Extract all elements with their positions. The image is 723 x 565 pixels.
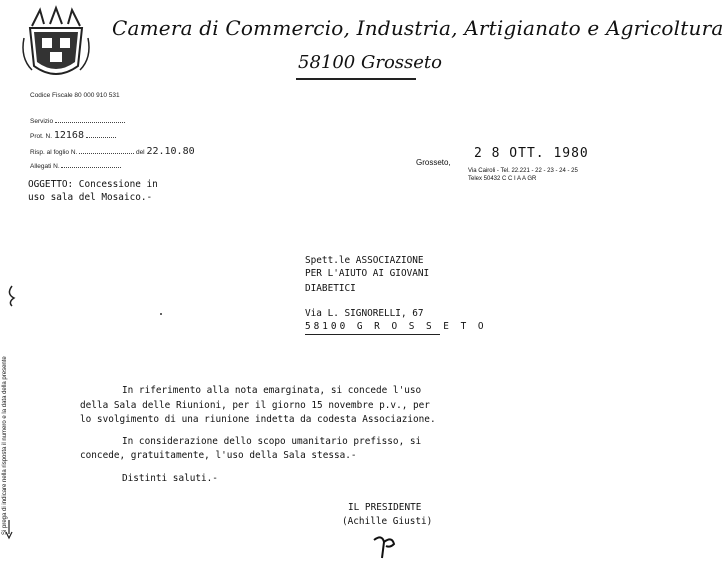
date-stamp: 2 8 OTT. 1980 [474,146,589,161]
protocol-number: 12168 [53,130,84,141]
signatory-title: IL PRESIDENTE [348,502,422,513]
recipient-underline [305,334,440,335]
attachments-label: Allegati N. [30,163,60,170]
side-margin-note: Si prega di indicare nella risposta il numero e la data della presente [2,356,8,535]
protocol-dots [86,131,116,138]
fiscal-code-label: Codice Fiscale 80 000 910 531 [30,92,120,99]
reply-del-label: del [135,149,145,156]
address-line: Via Cairoli - Tel. 22.221 - 22 - 23 - 24 - 25 [468,168,578,174]
reply-dots [79,147,134,154]
body-paragraph-1-line-1: In riferimento alla nota emarginata, si concede l'uso [122,385,422,396]
service-label: Servizio [30,118,54,125]
margin-dot [160,313,162,315]
letterhead-title: Camera di Commercio, Industria, Artigianato e Agricoltura [112,16,723,40]
body-paragraph-2-line-2: concede, gratuitamente, l'uso della Sala stessa.- [80,450,357,461]
recipient-line-1: Spett.le ASSOCIAZIONE [305,255,424,266]
body-paragraph-1-line-3: lo svolgimento di una riunione indetta da codesta Associazione. [80,414,436,425]
attachments-dots [61,161,121,168]
telex-line: Telex 50432 C C I A A GR [468,176,537,182]
subject-line-2: uso sala del Mosaico.- [28,192,153,203]
margin-fold-mark-bottom [4,520,14,540]
attachments-field [30,161,121,170]
recipient-line-3: DIABETICI [305,283,356,294]
body-paragraph-2-line-1: In considerazione dello scopo umanitario prefisso, si [122,436,422,447]
service-dots [55,116,125,123]
recipient-city: 58100 G R O S S E T O [305,321,487,332]
protocol-field [30,130,116,141]
reply-field [30,146,195,157]
subject-line-1: OGGETTO: Concessione in [28,179,158,190]
handwritten-signature [368,530,404,560]
city-label: Grosseto, [416,158,451,167]
coat-of-arms-logo [20,8,92,82]
service-field [30,116,125,125]
reply-label: Risp. al foglio N. [30,149,78,156]
header-divider [296,78,416,80]
recipient-street: Via L. SIGNORELLI, 67 [305,308,424,319]
recipient-line-2: PER L'AIUTO AI GIOVANI [305,268,430,279]
reply-date: 22.10.80 [146,146,195,157]
closing-salutation: Distinti saluti.- [122,473,218,484]
margin-fold-mark [6,286,18,306]
signatory-name: (Achille Giusti) [342,516,433,527]
body-paragraph-1-line-2: della Sala delle Riunioni, per il giorno 15 novembre p.v., per [80,400,430,411]
letterhead-city: 58100 Grosseto [298,52,442,73]
protocol-label: Prot. N. [30,133,53,140]
